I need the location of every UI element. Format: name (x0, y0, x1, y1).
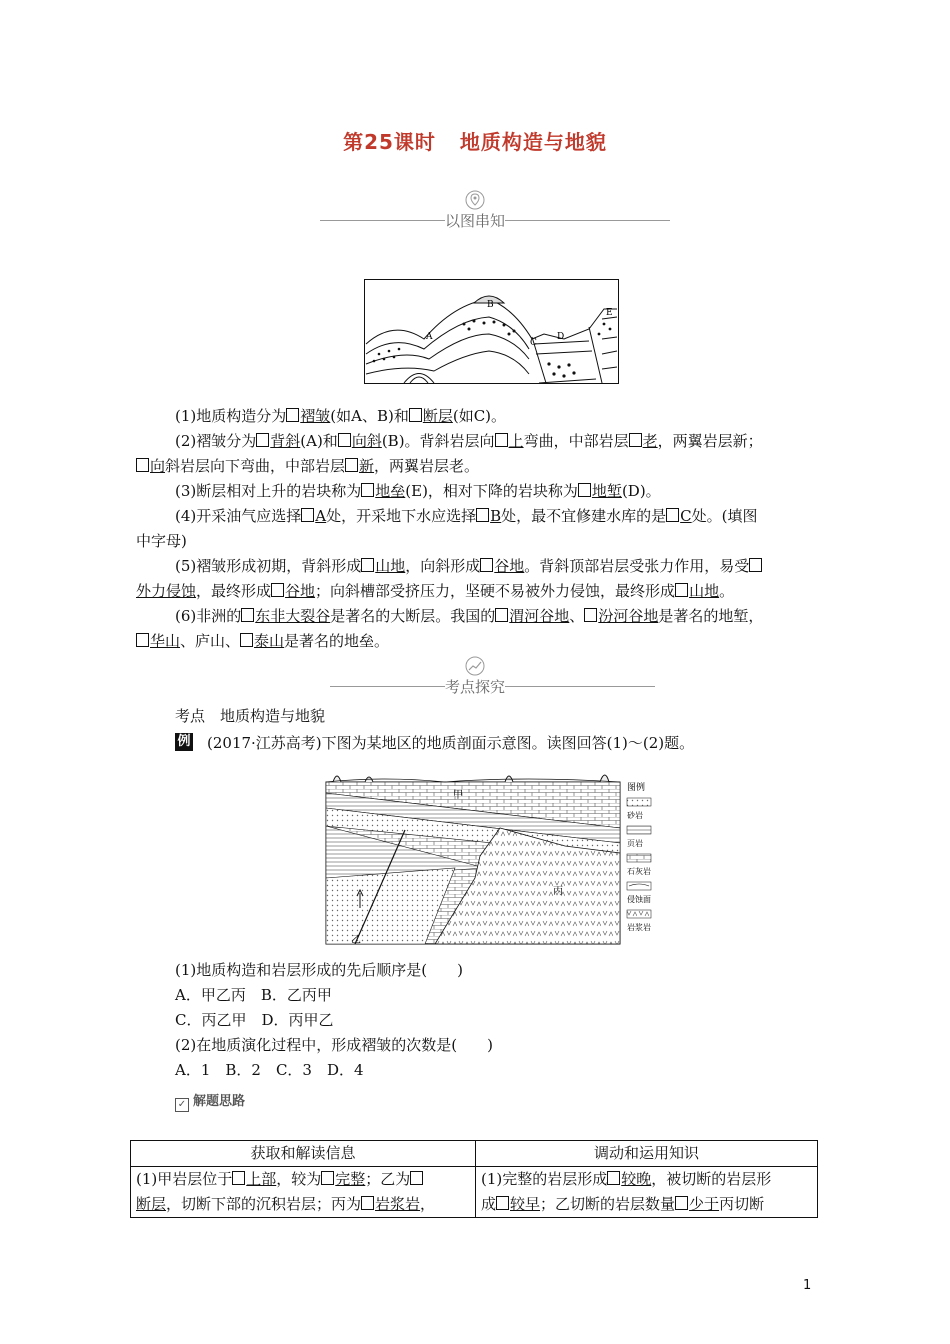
lesson-number: 第25课时 (343, 130, 436, 154)
label-d: D (557, 332, 565, 342)
page-number: 1 (803, 1278, 812, 1293)
example-icon: 例 (175, 733, 193, 751)
analysis-table (130, 1140, 818, 1218)
legend-erosion-surface: 侵蚀面 (627, 895, 651, 904)
legend-shale: 页岩 (627, 839, 643, 848)
section-title: 以图串知 (444, 212, 505, 230)
table-header-info: 获取和解读信息 (131, 1141, 476, 1167)
topic-heading: 考点 地质构造与地貌 (175, 707, 326, 725)
paragraph-4-line-2: 中字母) (136, 532, 187, 550)
fold-fault-diagram (364, 279, 619, 384)
question-1-options-cd: C．丙乙甲 D．丙甲乙 (175, 1011, 334, 1029)
label-a: A (426, 332, 433, 342)
table-cell-knowledge: (1)完整的岩层形成 较晚，被切断的岩层形 成 较早；乙切断的岩层数量 少于丙切断 (476, 1167, 818, 1218)
table-cell-info: (1)甲岩层位于 上部，较为 完整；乙为 断层，切断下部的沉积岩层；丙为 岩浆岩， (131, 1167, 476, 1218)
legend-title: 图例 (627, 783, 646, 793)
legend-sandstone: 砂岩 (627, 811, 643, 820)
question-2: (2)在地质演化过程中，形成褶皱的次数是( ) (175, 1036, 493, 1054)
check-icon: ✓ (175, 1098, 189, 1112)
paragraph-4-line-1: (4)开采油气应选择 A处，开采地下水应选择 B处，最不宜修建水库的是 C处。(填图 (175, 507, 758, 525)
lesson-topic: 地质构造与地貌 (459, 130, 607, 154)
legend-limestone: 石灰岩 (627, 867, 651, 876)
section-header-1 (0, 190, 950, 234)
location-pin-icon (465, 190, 485, 210)
question-1-options-ab: A．甲乙丙 B．乙丙甲 (175, 986, 332, 1004)
label-e: E (606, 308, 613, 318)
table-header-row (131, 1141, 818, 1167)
section-header-2 (0, 656, 950, 700)
trend-chart-icon (465, 656, 485, 676)
label-bing: 丙 (553, 886, 563, 897)
page-title (0, 126, 950, 155)
question-1: (1)地质构造和岩层形成的先后顺序是( ) (175, 961, 463, 979)
table-row (131, 1167, 818, 1218)
paragraph-6-line-2: 华山、庐山、 泰山是著名的地垒。 (136, 629, 816, 654)
geologic-profile-diagram (325, 768, 665, 946)
label-yi: 乙 (351, 935, 361, 946)
paragraph-2-line-2: 向斜岩层向下弯曲，中部岩层 新，两翼岩层老。 (136, 454, 816, 479)
paragraph-5-line-1: (5)褶皱形成初期，背斜形成 山地，向斜形成 谷地。背斜顶部岩层受张力作用，易受 (175, 554, 855, 579)
paragraph-3: (3)断层相对上升的岩块称为 地垒(E)，相对下降的岩块称为 地堑(D)。 (175, 482, 661, 500)
solution-approach-heading: ✓ 解题思路 (175, 1090, 245, 1112)
label-c: C (530, 338, 537, 348)
paragraph-6-line-1: (6)非洲的 东非大裂谷是著名的大断层。我国的 渭河谷地、 汾河谷地是著名的地堑， (175, 607, 764, 625)
example-prompt: (2017·江苏高考)下图为某地区的地质剖面示意图。读图回答(1)～(2)题。 (207, 734, 695, 752)
legend-magmatic-rock: 岩浆岩 (627, 923, 651, 932)
paragraph-2-line-1: (2)褶皱分为 背斜(A)和 向斜(B)。背斜岩层向 上弯曲，中部岩层 老，两翼岩层新； (175, 432, 763, 450)
label-jia: 甲 (453, 790, 463, 801)
paragraph-5-line-2: 外力侵蚀，最终形成 谷地；向斜槽部受挤压力，坚硬不易被外力侵蚀，最终形成 山地。 (136, 582, 735, 600)
paragraph-1: (1)地质构造分为 褶皱(如A、B)和 断层(如C)。 (175, 407, 507, 425)
section-title: 考点探究 (444, 678, 505, 696)
question-2-options: A．1 B．2 C．3 D．4 (175, 1061, 364, 1079)
table-header-knowledge: 调动和运用知识 (476, 1141, 818, 1167)
label-b: B (487, 300, 494, 310)
